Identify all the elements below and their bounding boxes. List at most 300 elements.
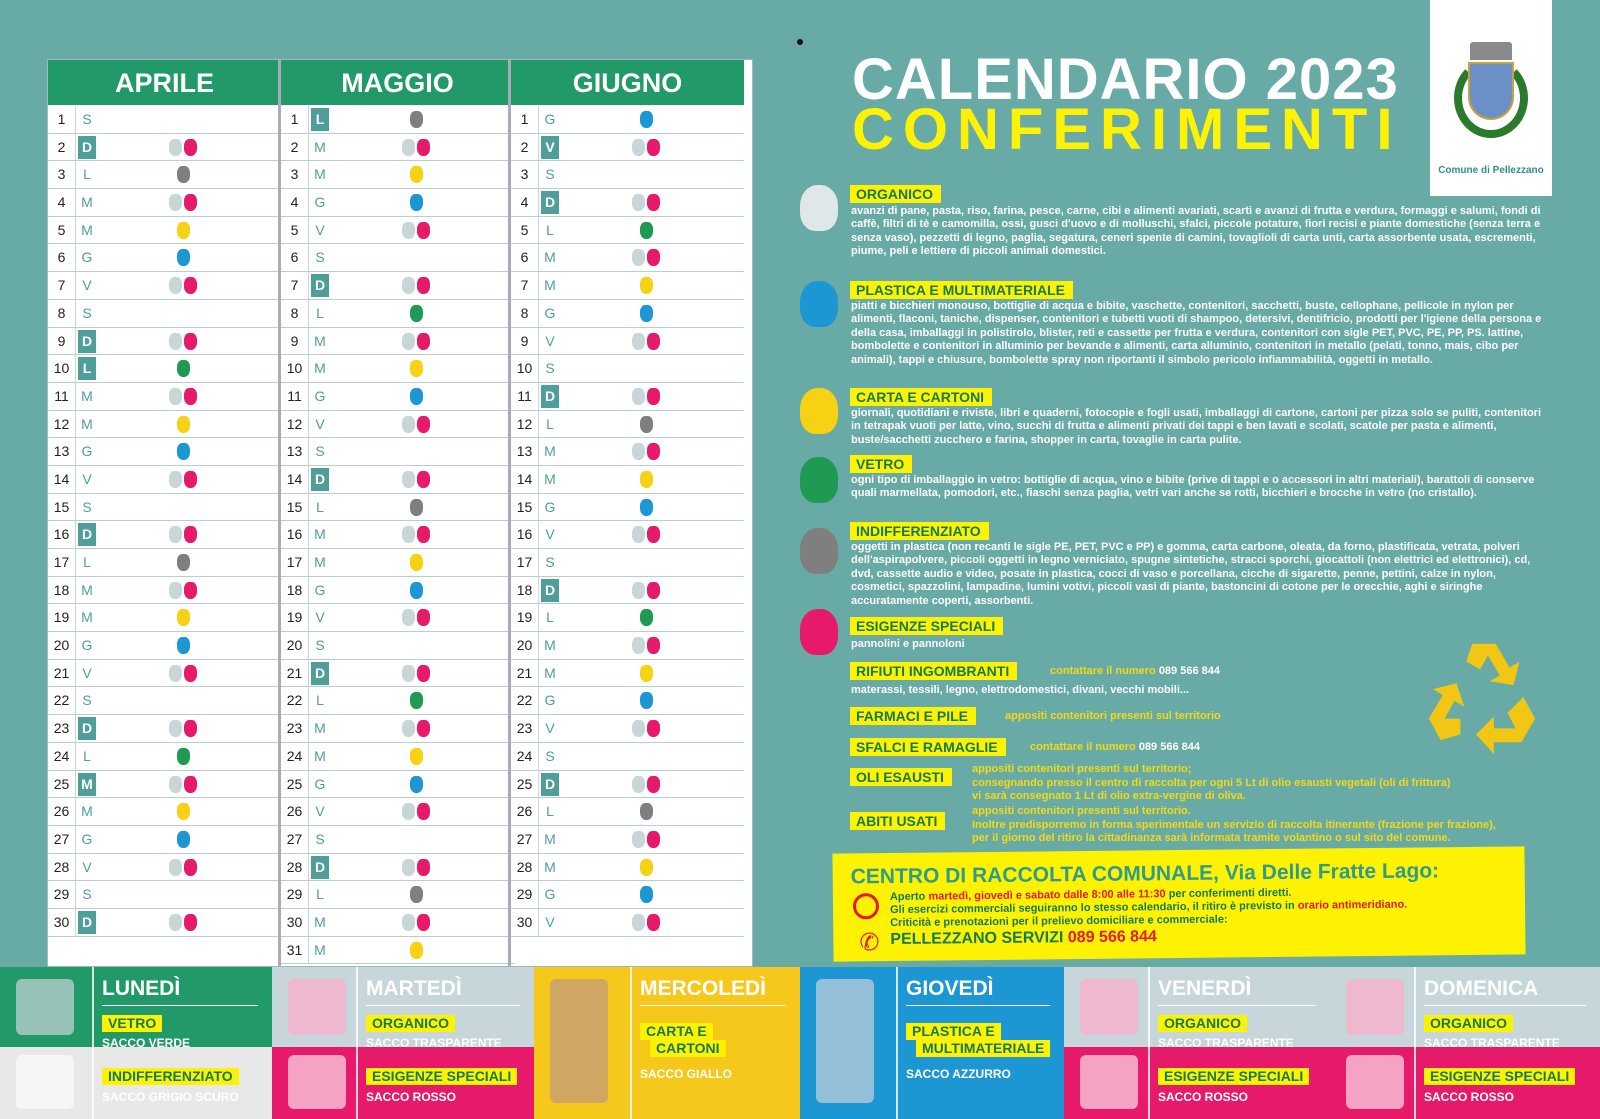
- day-row: [281, 217, 514, 245]
- bag-group: [386, 748, 446, 766]
- weekday-letter: M: [314, 138, 326, 155]
- weekday-letter: L: [78, 357, 96, 380]
- bag-group: [386, 277, 446, 295]
- bag-rosso-icon: [417, 803, 430, 820]
- bag-yellow-icon: [800, 388, 838, 434]
- bag-group: [386, 111, 446, 129]
- bag-group: [386, 360, 446, 378]
- bag-trasparente-icon: [169, 139, 182, 156]
- day-number: 30: [511, 909, 539, 936]
- bag-type: SACCO AZZURRO: [906, 1067, 1011, 1081]
- weekday-letter: L: [316, 692, 324, 709]
- bag-giallo-icon: [410, 360, 423, 377]
- day-number: 12: [48, 411, 76, 438]
- bag-azzurro-icon: [177, 831, 190, 848]
- illustration-icon: [1346, 979, 1404, 1035]
- weekday-letter: L: [316, 304, 324, 321]
- day-row: [48, 881, 281, 909]
- bag-rosso-icon: [184, 194, 197, 211]
- desc-carta: giornali, quotidiani e riviste, libri e quaderni, fotocopie e fogli usati, imballaggi di cartone, cartoni per pizza solo se puliti, contenitori in tetrapak vuoti per latte, vino, succhi di frutta e alimenti privati dei tappi e ben lavati e scolati, scatole per pasta e alimenti, buste/sacchetti zucchero e farina, shopper in carta, tovaglie in carta pulite.: [851, 407, 1542, 446]
- day-number: 16: [511, 521, 539, 548]
- weekday-letter: L: [546, 221, 554, 238]
- bag-group: [386, 526, 446, 544]
- bag-azzurro-icon: [640, 692, 653, 709]
- note-abiti-2: Inoltre predisporremo in forma sperimentale un servizio di raccolta itinerante (frazione per frazione),: [972, 818, 1496, 831]
- bag-group: [386, 416, 446, 434]
- bag-trasparente-icon: [632, 637, 645, 654]
- weekday-letter: M: [314, 913, 326, 930]
- weekday-letter: M: [544, 249, 556, 266]
- weekday-letter: M: [314, 554, 326, 570]
- illustration-icon: [16, 1055, 74, 1109]
- day-row: [48, 355, 281, 383]
- bag-trasparente-icon: [632, 139, 645, 156]
- bag-group: [386, 776, 446, 794]
- day-number: 25: [48, 771, 76, 798]
- illustration-icon: [1346, 1055, 1404, 1109]
- comune-name: Comune di Pellezzano: [1438, 165, 1544, 176]
- weekday-letter: M: [544, 637, 556, 654]
- weekday-letter: D: [78, 330, 96, 353]
- weekday-letter: V: [315, 803, 325, 820]
- day-row: [511, 881, 744, 909]
- weekday-letter: L: [546, 415, 554, 432]
- centro-line2-hl: orario antimeridiano.: [1297, 898, 1408, 912]
- weekday-letter: M: [81, 609, 93, 626]
- bag-type: SACCO GIALLO: [640, 1067, 732, 1081]
- bag-group: [386, 305, 446, 323]
- day-number: 18: [281, 577, 309, 604]
- weekday-letter: S: [82, 886, 92, 903]
- day-number: 18: [48, 577, 76, 604]
- day-number: 21: [48, 660, 76, 687]
- bag-rosso-icon: [647, 443, 660, 460]
- day-row: [281, 743, 514, 771]
- day-row: [281, 328, 514, 356]
- day-number: 5: [281, 217, 309, 244]
- bag-group: [616, 166, 676, 184]
- day-number: 12: [281, 411, 309, 438]
- day-row: [48, 687, 281, 715]
- bag-rosso-icon: [417, 471, 430, 488]
- bag-trasparente-icon: [169, 333, 182, 350]
- weekday-name: GIOVEDÌ: [906, 977, 994, 1000]
- label-rifiuti: RIFIUTI INGOMBRANTI: [850, 662, 1017, 680]
- illustration-icon: [816, 979, 874, 1103]
- weekday-name: MERCOLEDÌ: [640, 977, 766, 1000]
- weekday-underline: [640, 1005, 786, 1006]
- weekday-letter: M: [314, 720, 326, 737]
- day-number: 23: [511, 715, 539, 742]
- collection-type: VETRO: [102, 1015, 162, 1032]
- bag-group: [153, 333, 213, 351]
- bag-grigio-icon: [177, 166, 190, 183]
- bag-rosso-icon: [184, 914, 197, 931]
- day-row: [511, 715, 744, 743]
- weekday-letter: S: [315, 443, 325, 460]
- bag-group: [386, 443, 446, 461]
- day-number: 25: [511, 771, 539, 798]
- band-separator: [630, 967, 632, 1119]
- centro-title: CENTRO DI RACCOLTA COMUNALE, Via Delle Fratte Lago:: [850, 859, 1440, 889]
- day-row: [281, 826, 514, 854]
- day-row: [281, 438, 514, 466]
- weekday-letter: M: [544, 664, 556, 681]
- weekday-letter: M: [314, 747, 326, 764]
- day-number: 5: [48, 217, 76, 244]
- weekday-letter: D: [311, 468, 329, 491]
- day-number: 15: [511, 494, 539, 521]
- bag-group: [153, 859, 213, 877]
- bag-group: [616, 831, 676, 849]
- bag-verde-icon: [640, 222, 653, 239]
- day-number: 29: [511, 881, 539, 908]
- bag-rosso-icon: [184, 776, 197, 793]
- bag-rosso-icon: [647, 776, 660, 793]
- bag-group: [616, 776, 676, 794]
- band-separator: [92, 967, 94, 1119]
- weekday-name: LUNEDÌ: [102, 977, 181, 1000]
- day-number: 19: [281, 604, 309, 631]
- bag-giallo-icon: [177, 803, 190, 820]
- bag-trasparente-icon: [169, 582, 182, 599]
- bag-group: [616, 720, 676, 738]
- day-number: 21: [281, 660, 309, 687]
- collection-type: ORGANICO: [1424, 1015, 1513, 1032]
- day-number: 8: [511, 300, 539, 327]
- bag-rosso-icon: [417, 720, 430, 737]
- day-number: 6: [281, 244, 309, 271]
- label-esigenze: ESIGENZE SPECIALI: [850, 617, 1003, 635]
- day-row: [48, 494, 281, 522]
- weekday-letter: S: [545, 747, 555, 764]
- month-divider: [278, 60, 281, 966]
- bag-azzurro-icon: [640, 886, 653, 903]
- day-number: 23: [281, 715, 309, 742]
- bag-rosso-icon: [417, 859, 430, 876]
- bag-rosso-icon: [184, 388, 197, 405]
- weekday-letter: D: [311, 856, 329, 879]
- collection-type: CARTA E: [640, 1023, 713, 1040]
- weekday-letter: M: [81, 415, 93, 432]
- bag-group: [616, 582, 676, 600]
- centro-phone: 089 566 844: [1067, 928, 1157, 947]
- illustration-icon: [16, 979, 74, 1035]
- bag-group: [153, 637, 213, 655]
- day-row: [511, 106, 744, 134]
- day-row: [48, 909, 281, 937]
- weekday-underline: [1158, 1005, 1316, 1006]
- bag-trasparente-icon: [402, 914, 415, 931]
- weekday-name: MARTEDÌ: [366, 977, 462, 1000]
- bag-group: [153, 222, 213, 240]
- day-number: 8: [281, 300, 309, 327]
- bag-rosso-icon: [647, 582, 660, 599]
- bag-giallo-icon: [177, 609, 190, 626]
- weekday-letter: G: [314, 194, 326, 211]
- weekday-name: VENERDÌ: [1158, 977, 1252, 1000]
- day-number: 17: [48, 549, 76, 576]
- phone-icon: ✆: [859, 929, 880, 957]
- bag-rosso-icon: [647, 333, 660, 350]
- weekday-letter: V: [315, 221, 325, 238]
- weekday-letter: V: [82, 664, 92, 681]
- bag-group: [616, 637, 676, 655]
- bag-trasparente-icon: [402, 665, 415, 682]
- bag-group: [386, 333, 446, 351]
- day-number: 14: [48, 466, 76, 493]
- bag-rosso-icon: [647, 637, 660, 654]
- weekday-letter: V: [545, 720, 555, 737]
- day-number: 6: [48, 244, 76, 271]
- weekday-letter: D: [541, 191, 559, 214]
- label-farmaci: FARMACI E PILE: [850, 707, 976, 725]
- comune-logo: [1430, 0, 1552, 196]
- bag-type-bottom: SACCO ROSSO: [1158, 1090, 1249, 1104]
- bag-verde-icon: [177, 748, 190, 765]
- day-number: 10: [48, 355, 76, 382]
- bag-group: [386, 831, 446, 849]
- day-row: [511, 161, 744, 189]
- weekday-letter: G: [81, 443, 93, 460]
- weekday-letter: M: [314, 360, 326, 377]
- bag-rosso-icon: [184, 333, 197, 350]
- bag-group: [153, 831, 213, 849]
- day-row: [48, 466, 281, 494]
- day-number: 7: [281, 272, 309, 299]
- label-sfalci: SFALCI E RAMAGLIE: [850, 738, 1006, 756]
- day-number: 28: [281, 854, 309, 881]
- bag-giallo-icon: [640, 665, 653, 682]
- day-row: [511, 771, 744, 799]
- bag-group: [153, 582, 213, 600]
- weekday-letter: V: [545, 913, 555, 930]
- bag-azzurro-icon: [177, 443, 190, 460]
- day-row: [511, 328, 744, 356]
- bag-rosso-icon: [184, 471, 197, 488]
- day-number: 28: [48, 854, 76, 881]
- label-vetro: VETRO: [850, 455, 912, 473]
- day-row: [281, 715, 514, 743]
- bag-rosso-icon: [417, 914, 430, 931]
- note-oli-3: vi sarà consegnato 1 Lt di olio extra-vergine di oliva.: [972, 790, 1246, 802]
- weekday-letter: S: [315, 249, 325, 266]
- bag-group: [153, 388, 213, 406]
- day-number: 4: [511, 189, 539, 216]
- day-row: [281, 632, 514, 660]
- bag-group: [386, 471, 446, 489]
- day-row: [281, 854, 514, 882]
- bag-grigio-icon: [410, 111, 423, 128]
- day-number: 26: [511, 798, 539, 825]
- day-number: 9: [281, 328, 309, 355]
- centro-line3: Criticità e prenotazioni per il prelievo domiciliare e commerciale:: [890, 913, 1228, 930]
- day-number: 15: [281, 494, 309, 521]
- band-separator: [1414, 967, 1416, 1119]
- bag-group: [386, 942, 446, 960]
- day-row: [48, 826, 281, 854]
- weekday-letter: M: [544, 277, 556, 294]
- weekday-letter: M: [81, 221, 93, 238]
- weekday-underline: [366, 1005, 520, 1006]
- bag-azzurro-icon: [640, 305, 653, 322]
- weekday-1: [0, 967, 272, 1119]
- day-row: [48, 743, 281, 771]
- bag-trasparente-icon: [169, 471, 182, 488]
- bag-type: SACCO TRASPARENTE: [1424, 1036, 1560, 1050]
- day-number: 9: [511, 328, 539, 355]
- day-row: [48, 134, 281, 162]
- bag-group: [386, 194, 446, 212]
- bag-group: [153, 914, 213, 932]
- crown-icon: [1470, 42, 1512, 60]
- day-row: [48, 632, 281, 660]
- bag-rosso-icon: [417, 222, 430, 239]
- day-number: 30: [281, 909, 309, 936]
- label-organico: ORGANICO: [850, 185, 941, 203]
- day-number: 22: [281, 687, 309, 714]
- day-number: 27: [48, 826, 76, 853]
- weekday-letter: S: [82, 692, 92, 709]
- weekday-letter: V: [545, 526, 555, 543]
- day-number: 10: [511, 355, 539, 382]
- bag-giallo-icon: [640, 471, 653, 488]
- bag-trasparente-icon: [169, 776, 182, 793]
- centro-raccolta-box: [832, 846, 1525, 961]
- bag-rosso-icon: [647, 388, 660, 405]
- calendar-grid: [47, 59, 753, 967]
- month-giugno: [511, 60, 744, 966]
- day-row: [281, 881, 514, 909]
- day-number: 14: [511, 466, 539, 493]
- bag-azzurro-icon: [177, 637, 190, 654]
- phone-rifiuti: 089 566 844: [1158, 665, 1220, 677]
- day-number: 6: [511, 244, 539, 271]
- day-row: [511, 272, 744, 300]
- bag-trasparente-icon: [402, 222, 415, 239]
- bag-trasparente-icon: [632, 582, 645, 599]
- weekday-letter: D: [541, 579, 559, 602]
- weekday-letter: D: [541, 773, 559, 796]
- bag-grigio-icon: [177, 554, 190, 571]
- bag-group: [386, 720, 446, 738]
- bag-group: [616, 803, 676, 821]
- bag-group: [616, 859, 676, 877]
- weekday-letter: S: [82, 111, 92, 127]
- bag-blue-icon: [800, 281, 838, 327]
- weekday-letter: M: [544, 443, 556, 460]
- weekday-5: [1064, 967, 1330, 1119]
- illustration-icon: [550, 979, 608, 1103]
- bag-group: [386, 166, 446, 184]
- bag-group: [616, 222, 676, 240]
- day-row: [48, 660, 281, 688]
- day-number: 20: [511, 632, 539, 659]
- bag-group: [616, 471, 676, 489]
- weekday-letter: L: [546, 609, 554, 626]
- day-number: 17: [511, 549, 539, 576]
- page-title: CALENDARIO 2023: [852, 47, 1399, 112]
- day-number: 13: [511, 438, 539, 465]
- desc-organico: avanzi di pane, pasta, riso, farina, pesce, carne, cibi e alimenti avariati, scarti e avanzi di frutta e verdura, formaggi e salumi, fondi di caffè, filtri di tè e camomilla, ossi, gusci d'uovo e di molluschi, sfalci, piccole potature, fiori recisi e piante domestiche (senza terra e senza vaso), pezzetti di legno, paglia, segatura, ceneri spente di camini, tovaglioli di carta unti, carta assorbente usata, escrementi, piume, peli e lettiere di piccoli animali domestici.: [851, 205, 1541, 258]
- illustration-icon: [288, 1055, 346, 1109]
- illustration-icon: [1080, 1055, 1138, 1109]
- bag-trasparente-icon: [169, 194, 182, 211]
- day-number: 24: [48, 743, 76, 770]
- day-row: [281, 771, 514, 799]
- day-number: 16: [281, 521, 309, 548]
- day-row: [281, 466, 514, 494]
- weekday-letter: S: [315, 830, 325, 847]
- day-number: 2: [48, 134, 76, 161]
- label-indifferenziato: INDIFFERENZIATO: [850, 522, 989, 540]
- bag-azzurro-icon: [410, 776, 423, 793]
- weekday-letter: M: [314, 941, 326, 958]
- bag-group: [616, 416, 676, 434]
- month-header: GIUGNO: [511, 60, 744, 106]
- day-number: 23: [48, 715, 76, 742]
- collection-type: ORGANICO: [1158, 1015, 1247, 1032]
- centro-line2: Gli esercizi commerciali seguiranno lo stesso calendario, il ritiro è previsto in: [889, 899, 1295, 917]
- bag-group: [616, 554, 676, 572]
- weekday-letter: S: [82, 304, 92, 321]
- bag-trasparente-icon: [169, 526, 182, 543]
- bag-group: [386, 692, 446, 710]
- day-row: [48, 244, 281, 272]
- bag-rosso-icon: [417, 526, 430, 543]
- day-number: 11: [281, 383, 309, 410]
- bag-grigio-icon: [410, 886, 423, 903]
- bag-group: [153, 305, 213, 323]
- weekday-letter: G: [544, 111, 556, 127]
- bag-group: [386, 914, 446, 932]
- bag-group: [153, 526, 213, 544]
- month-header: MAGGIO: [281, 60, 514, 106]
- day-number: 1: [281, 106, 309, 133]
- bag-group: [616, 692, 676, 710]
- weekday-letter: M: [314, 166, 326, 183]
- weekday-2: [272, 967, 534, 1119]
- day-number: 4: [48, 189, 76, 216]
- day-row: [281, 549, 514, 577]
- day-number: 27: [281, 826, 309, 853]
- day-row: [281, 383, 514, 411]
- weekday-letter: D: [78, 523, 96, 546]
- day-number: 18: [511, 577, 539, 604]
- day-row: [511, 798, 744, 826]
- bag-group: [386, 388, 446, 406]
- bag-rosso-icon: [417, 277, 430, 294]
- day-row: [48, 715, 281, 743]
- day-row: [48, 411, 281, 439]
- bag-giallo-icon: [640, 859, 653, 876]
- weekday-letter: G: [544, 304, 556, 321]
- day-row: [48, 161, 281, 189]
- bag-rosso-icon: [184, 277, 197, 294]
- day-row: [511, 438, 744, 466]
- bag-group: [616, 748, 676, 766]
- bag-group: [616, 443, 676, 461]
- bag-verde-icon: [177, 360, 190, 377]
- day-number: 4: [281, 189, 309, 216]
- label-abiti: ABITI USATI: [850, 812, 945, 830]
- day-number: 10: [281, 355, 309, 382]
- day-row: [48, 604, 281, 632]
- day-row: [48, 106, 281, 134]
- day-row: [511, 466, 744, 494]
- bag-rosso-icon: [417, 609, 430, 626]
- day-row: [281, 134, 514, 162]
